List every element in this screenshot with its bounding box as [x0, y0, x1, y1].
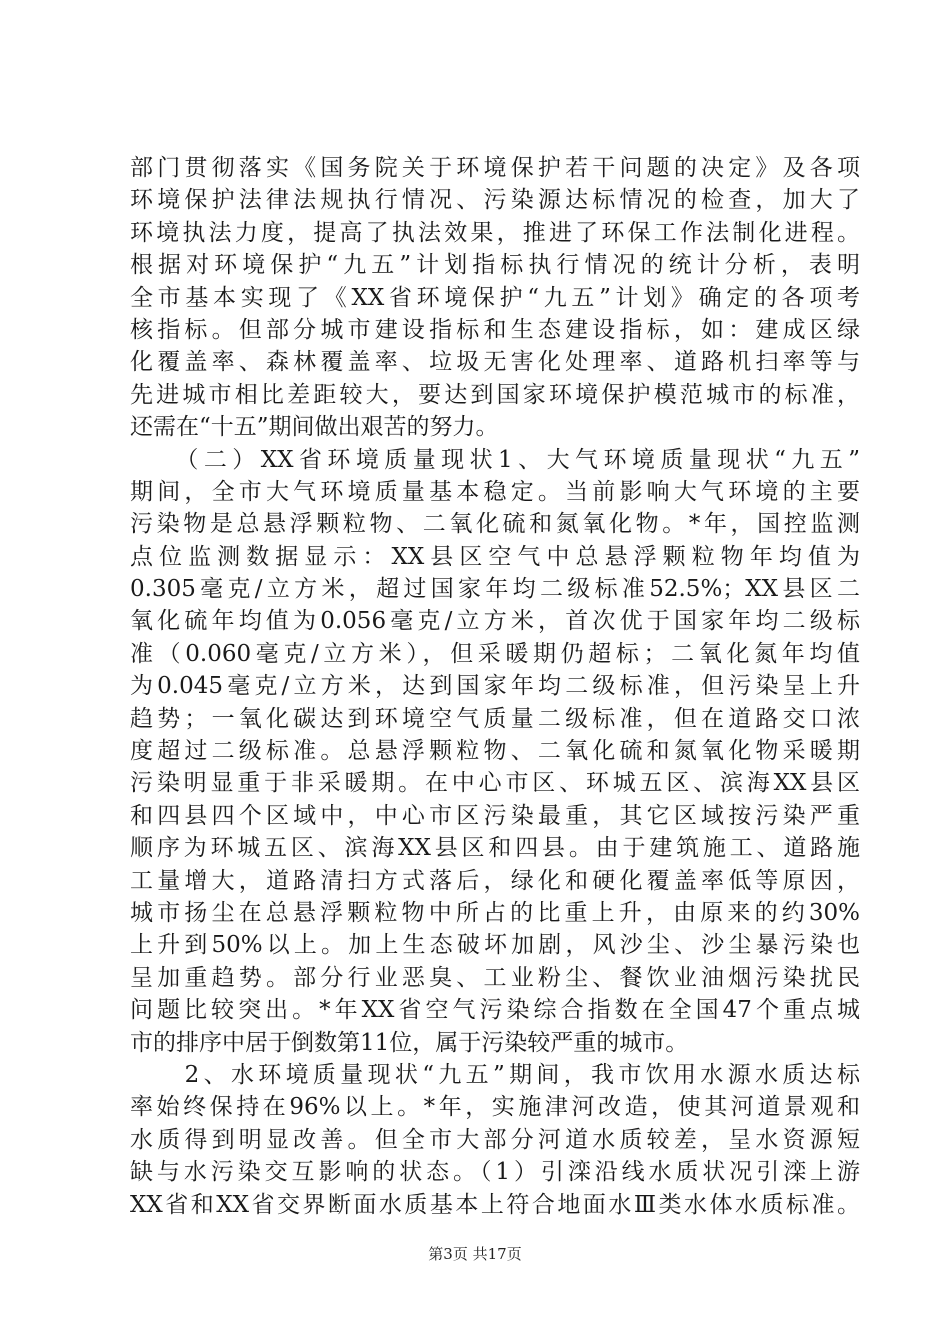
- page-number-label: 第3页 共17页: [428, 1245, 522, 1263]
- text-line: 点位监测数据显示：XX县区空气中总悬浮颗粒物年均值为: [130, 543, 860, 570]
- text-line: 为0.045毫克/立方米，达到国家年均二级标准，但污染呈上升: [130, 673, 860, 700]
- text-line: 还需在“十五”期间做出艰苦的努力。: [130, 414, 499, 441]
- text-line: 根据对环境保护“九五”计划指标执行情况的统计分析，表明: [130, 252, 860, 279]
- text-line: 顺序为环城五区、滨海XX县区和四县。由于建筑施工、道路施: [130, 835, 860, 862]
- text-line: 和四县四个区域中，中心市区污染最重，其它区域按污染严重: [130, 802, 860, 829]
- text-line: 问题比较突出。*年XX省空气污染综合指数在全国47个重点城: [130, 997, 860, 1024]
- section-heading-line: 2、水环境质量现状“九五”期间，我市饮用水源水质达标: [130, 1061, 860, 1088]
- text-line: 准（0.060毫克/立方米），但采暖期仍超标；二氧化氮年均值: [130, 640, 860, 667]
- document-body: [130, 152, 860, 1221]
- text-line: 趋势；一氧化碳达到环境空气质量二级标准，但在道路交口浓: [130, 705, 860, 732]
- text-line: 环境执法力度，提高了执法效果，推进了环保工作法制化进程。: [130, 219, 860, 246]
- text-line: 0.305毫克/立方米，超过国家年均二级标准52.5%；XX县区二: [130, 576, 860, 603]
- text-line: 核指标。但部分城市建设指标和生态建设指标，如：建成区绿: [130, 316, 860, 343]
- text-line: XX省和XX省交界断面水质基本上符合地面水Ⅲ类水体水质标准。: [130, 1191, 860, 1218]
- text-line: 期间，全市大气环境质量基本稳定。当前影响大气环境的主要: [130, 478, 860, 505]
- text-line: 市的排序中居于倒数第11位，属于污染较严重的城市。: [130, 1029, 689, 1056]
- text-line: 度超过二级标准。总悬浮颗粒物、二氧化硫和氮氧化物采暖期: [130, 738, 860, 765]
- text-line: 城市扬尘在总悬浮颗粒物中所占的比重上升，由原来的约30%: [130, 899, 860, 926]
- section-heading-line: （二）XX省环境质量现状1、大气环境质量现状“九五”: [130, 446, 860, 473]
- text-line: 污染物是总悬浮颗粒物、二氧化硫和氮氧化物。*年，国控监测: [130, 511, 860, 538]
- text-line: 呈加重趋势。部分行业恶臭、工业粉尘、餐饮业油烟污染扰民: [130, 964, 860, 991]
- page-footer: [0, 1243, 950, 1264]
- text-line: 化覆盖率、森林覆盖率、垃圾无害化处理率、道路机扫率等与: [130, 349, 860, 376]
- text-line: 率始终保持在96%以上。*年，实施津河改造，使其河道景观和: [130, 1094, 860, 1121]
- text-line: 环境保护法律法规执行情况、污染源达标情况的检查，加大了: [130, 187, 860, 214]
- text-line: 缺与水污染交互影响的状态。（1）引滦沿线水质状况引滦上游: [130, 1159, 860, 1186]
- text-line: 工量增大，道路清扫方式落后，绿化和硬化覆盖率低等原因，: [130, 867, 860, 894]
- text-line: 先进城市相比差距较大，要达到国家环境保护模范城市的标准，: [130, 381, 860, 408]
- text-line: 上升到50%以上。加上生态破坏加剧，风沙尘、沙尘暴污染也: [130, 932, 860, 959]
- text-line: 水质得到明显改善。但全市大部分河道水质较差，呈水资源短: [130, 1126, 860, 1153]
- text-line: 部门贯彻落实《国务院关于环境保护若干问题的决定》及各项: [130, 155, 860, 181]
- text-line: 全市基本实现了《XX省环境保护“九五”计划》确定的各项考: [130, 284, 860, 311]
- text-line: 污染明显重于非采暖期。在中心市区、环城五区、滨海XX县区: [130, 770, 860, 797]
- text-line: 氧化硫年均值为0.056毫克/立方米，首次优于国家年均二级标: [130, 608, 860, 635]
